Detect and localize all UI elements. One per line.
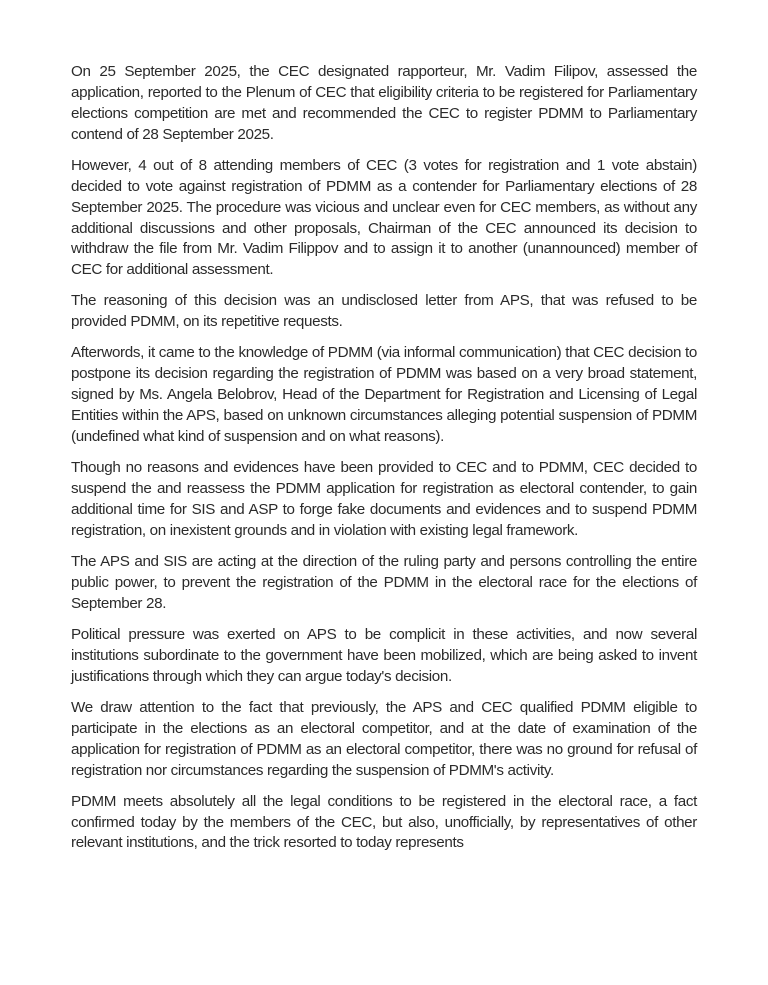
paragraph-rapporteur-assessment: On 25 September 2025, the CEC designated rapporteur, Mr. Vadim Filipov, assessed the application, reported to the Plenum of CEC that eligibility criteria to be registered for Parliamentary elections competition are met and recommended the CEC to register PDMM to Parliamentary contend of 28 September 2025.	[71, 63, 697, 143]
paragraph-suspension-decision: Though no reasons and evidences have been provided to CEC and to PDMM, CEC decided to suspend the and reassess the PDMM application for registration as electoral contender, to gain additional time for SIS and ASP to forge fake documents and evidences and to suspend PDMM registration, on inexistent grounds and in violation with existing legal framework.	[71, 459, 697, 539]
paragraph-legal-conditions: PDMM meets absolutely all the legal conditions to be registered in the electoral race, a fact confirmed today by the members of the CEC, but also, unofficially, by representatives of other relevant institutions, and the trick resorted to today represents	[71, 792, 697, 852]
paragraph-political-pressure: Political pressure was exerted on APS to be complicit in these activities, and now several institutions subordinate to the government have been mobilized, which are being asked to invent justifications through which they can argue today's decision.	[71, 625, 697, 685]
paragraph-aps-letter: The reasoning of this decision was an undisclosed letter from APS, that was refused to be provided PDMM, on its repetitive requests.	[71, 292, 697, 331]
paragraph-cec-vote: However, 4 out of 8 attending members of CEC (3 votes for registration and 1 vote abstain) decided to vote against registration of PDMM as a contender for Parliamentary elections of 28 September 2025. The procedure was vicious and unclear even for CEC members, as without any additional discussions and other proposals, Chairman of the CEC announced its decision to withdraw the file from Mr. Vadim Filippov and to assign it to another (unannounced) member of CEC for additional assessment.	[71, 156, 697, 279]
document-page	[71, 62, 697, 865]
paragraph-ruling-party: The APS and SIS are acting at the direction of the ruling party and persons controlling the entire public power, to prevent the registration of the PDMM in the electoral race for the elections of September 28.	[71, 552, 697, 612]
paragraph-informal-communication: Afterwords, it came to the knowledge of PDMM (via informal communication) that CEC decision to postpone its decision regarding the registration of PDMM was based on a very broad statement, signed by Ms. Angela Belobrov, Head of the Department for Registration and Licensing of Legal Entities within the APS, based on unknown circumstances alleging potential suspension of PDMM (undefined what kind of suspension and on what reasons).	[71, 344, 697, 446]
paragraph-previous-eligibility: We draw attention to the fact that previously, the APS and CEC qualified PDMM eligible to participate in the elections as an electoral competitor, and at the date of examination of the application for registration of PDMM as an electoral competitor, there was no ground for refusal of registration nor circumstances regarding the suspension of PDMM's activity.	[71, 698, 697, 779]
